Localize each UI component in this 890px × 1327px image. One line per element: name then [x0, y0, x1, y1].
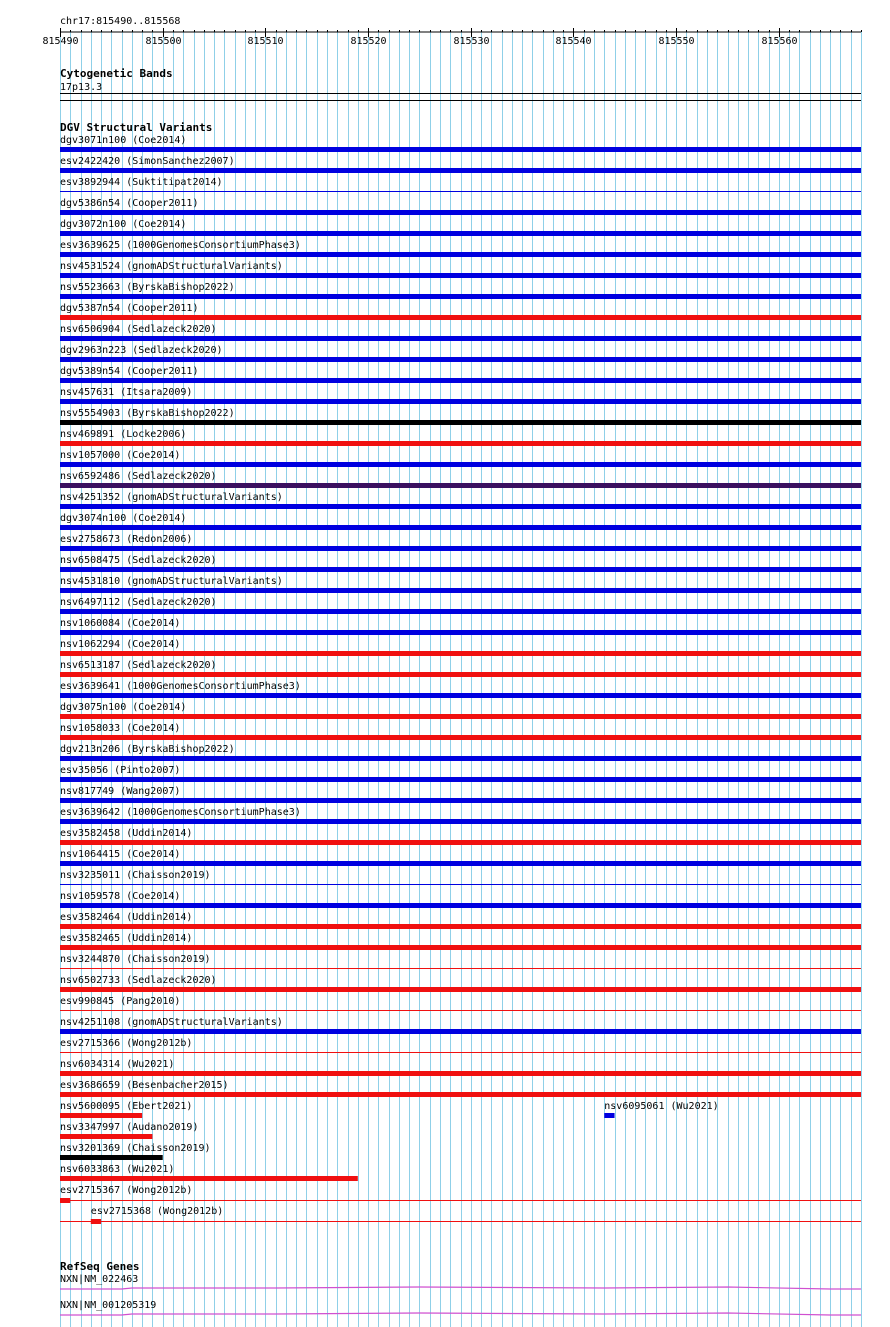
dgv-variant-row[interactable]	[60, 240, 861, 257]
refseq-gene-row[interactable]	[60, 1300, 861, 1315]
dgv-variant-row[interactable]	[60, 933, 861, 950]
variant-line	[60, 1221, 861, 1222]
dgv-variant-row[interactable]	[60, 597, 861, 614]
variant-label: esv3686659 (Besenbacher2015)	[60, 1080, 229, 1091]
gene-intron-line[interactable]	[60, 1287, 861, 1289]
variant-bar[interactable]	[60, 1029, 861, 1034]
dgv-variant-row[interactable]	[60, 1185, 861, 1203]
cytoband-track-title: Cytogenetic Bands	[60, 67, 173, 80]
dgv-variant-row[interactable]	[60, 1080, 861, 1097]
dgv-variant-row[interactable]	[60, 1059, 861, 1076]
variant-label: nsv1060084 (Coe2014)	[60, 618, 181, 629]
dgv-variant-row[interactable]	[60, 954, 861, 969]
variant-line[interactable]	[60, 1010, 861, 1011]
variant-label: esv3639642 (1000GenomesConsortiumPhase3)	[60, 807, 301, 818]
variant-label: dgv2963n223 (Sedlazeck2020)	[60, 345, 223, 356]
variant-bar[interactable]	[60, 168, 861, 173]
dgv-variant-row[interactable]	[60, 1038, 861, 1053]
variant-bar[interactable]	[60, 210, 861, 215]
variant-bar[interactable]	[60, 588, 861, 593]
variant-line[interactable]	[60, 968, 861, 969]
variant-bar[interactable]	[91, 1219, 101, 1224]
variant-bar[interactable]	[60, 924, 861, 929]
variant-label: nsv457631 (Itsara2009)	[60, 387, 193, 398]
variant-bar[interactable]	[60, 315, 861, 320]
dgv-variant-row[interactable]	[60, 303, 861, 320]
gene-label: NXN|NM_001205319	[60, 1300, 157, 1311]
variant-label: esv3582464 (Uddin2014)	[60, 912, 193, 923]
variant-label: nsv5600095 (Ebert2021)	[60, 1101, 193, 1112]
dgv-variant-row[interactable]	[60, 786, 861, 803]
variant-bar[interactable]	[60, 1176, 358, 1181]
variant-label: esv2758673 (Redon2006)	[60, 534, 193, 545]
refseq-track-title: RefSeq Genes	[60, 1260, 140, 1273]
variant-bar[interactable]	[60, 756, 861, 761]
variant-bar[interactable]	[60, 1155, 163, 1160]
variant-line	[60, 1200, 861, 1201]
variant-bar[interactable]	[60, 420, 861, 425]
dgv-variant-row[interactable]	[60, 1206, 861, 1224]
variant-bar[interactable]	[60, 147, 861, 152]
variant-label: nsv4251108 (gnomADStructuralVariants)	[60, 1017, 283, 1028]
variant-label: dgv3075n100 (Coe2014)	[60, 702, 187, 713]
dgv-variant-row[interactable]	[60, 702, 861, 719]
dgv-variant-row[interactable]	[60, 282, 861, 299]
variant-label: dgv5387n54 (Cooper2011)	[60, 303, 199, 314]
variant-bar[interactable]	[60, 1113, 142, 1118]
variant-label: nsv1064415 (Coe2014)	[60, 849, 181, 860]
variant-bar[interactable]	[60, 504, 861, 509]
variant-label: nsv5554903 (ByrskaBishop2022)	[60, 408, 235, 419]
variant-bar[interactable]	[60, 1198, 70, 1203]
variant-bar[interactable]	[60, 525, 861, 530]
gene-label: NXN|NM_022463	[60, 1274, 139, 1285]
dgv-variant-row[interactable]	[60, 639, 861, 656]
dgv-variant-row[interactable]	[60, 807, 861, 824]
dgv-variant-row[interactable]	[60, 576, 861, 593]
variant-label: esv2422420 (SimonSanchez2007)	[60, 156, 235, 167]
variant-bar[interactable]	[60, 1134, 152, 1139]
variant-label: esv2715366 (Wong2012b)	[60, 1038, 193, 1049]
dgv-variant-row[interactable]	[60, 828, 861, 845]
dgv-variant-row[interactable]	[60, 681, 861, 698]
dgv-variant-row[interactable]	[60, 723, 861, 740]
variant-bar[interactable]	[60, 441, 861, 446]
variant-label: dgv3074n100 (Coe2014)	[60, 513, 187, 524]
variant-bar[interactable]	[60, 378, 861, 383]
variant-bar[interactable]	[60, 945, 861, 950]
ruler-tick-label: 815500	[145, 36, 182, 47]
variant-label: nsv3347997 (Audano2019)	[60, 1122, 199, 1133]
dgv-variant-row[interactable]	[60, 1164, 358, 1181]
dgv-variant-row[interactable]	[60, 1122, 198, 1139]
variant-bar[interactable]	[60, 651, 861, 656]
gene-intron-line[interactable]	[60, 1313, 861, 1315]
variant-bar[interactable]	[60, 798, 861, 803]
cytoband-track[interactable]	[60, 67, 861, 101]
dgv-variant-row[interactable]	[60, 198, 861, 215]
dgv-variant-row[interactable]	[60, 429, 861, 446]
dgv-variant-row[interactable]	[60, 870, 861, 885]
variant-bar[interactable]	[60, 546, 861, 551]
cytoband-label: 17p13.3	[60, 82, 103, 93]
variant-bar[interactable]	[60, 840, 861, 845]
variant-label: nsv4531524 (gnomADStructuralVariants)	[60, 261, 283, 272]
variant-bar[interactable]	[60, 357, 861, 362]
variant-label: nsv6497112 (Sedlazeck2020)	[60, 597, 217, 608]
variant-bar[interactable]	[60, 672, 861, 677]
variant-label: nsv6508475 (Sedlazeck2020)	[60, 555, 217, 566]
variant-line[interactable]	[60, 884, 861, 885]
variant-label: nsv6095061 (Wu2021)	[604, 1101, 719, 1112]
ruler-tick-label: 815560	[761, 36, 798, 47]
variant-label: nsv6506904 (Sedlazeck2020)	[60, 324, 217, 335]
variant-label: esv3639641 (1000GenomesConsortiumPhase3)	[60, 681, 301, 692]
variant-label: nsv1057000 (Coe2014)	[60, 450, 181, 461]
variant-label: dgv3072n100 (Coe2014)	[60, 219, 187, 230]
variant-line[interactable]	[60, 1052, 861, 1053]
variant-bar[interactable]	[60, 714, 861, 719]
variant-label: esv3639625 (1000GenomesConsortiumPhase3)	[60, 240, 301, 251]
variant-bar[interactable]	[60, 777, 861, 782]
dgv-variant-row[interactable]	[60, 450, 861, 467]
variant-label: nsv6033863 (Wu2021)	[60, 1164, 175, 1175]
dgv-variant-row[interactable]	[60, 408, 861, 425]
variant-bar[interactable]	[60, 1092, 861, 1097]
variant-label: nsv1058033 (Coe2014)	[60, 723, 181, 734]
dgv-variant-row[interactable]	[60, 891, 861, 908]
variant-label: nsv469891 (Locke2006)	[60, 429, 187, 440]
variant-bar[interactable]	[60, 399, 861, 404]
variant-bar[interactable]	[60, 630, 861, 635]
dgv-variant-row[interactable]	[60, 513, 861, 530]
dgv-variant-row[interactable]	[60, 366, 861, 383]
variant-label: esv3582465 (Uddin2014)	[60, 933, 193, 944]
variant-label: nsv3235011 (Chaisson2019)	[60, 870, 211, 881]
variant-bar[interactable]	[60, 861, 861, 866]
variant-label: nsv6034314 (Wu2021)	[60, 1059, 175, 1070]
dgv-variant-row[interactable]	[60, 345, 861, 362]
variant-label: esv2715367 (Wong2012b)	[60, 1185, 193, 1196]
variant-bar[interactable]	[60, 462, 861, 467]
ruler-tick-label: 815530	[453, 36, 490, 47]
refseq-gene-rows	[60, 1274, 861, 1315]
dgv-variant-row[interactable]	[60, 744, 861, 761]
dgv-variant-rows	[60, 135, 861, 1224]
variant-label: esv2715368 (Wong2012b)	[90, 1206, 224, 1217]
variant-bar[interactable]	[60, 609, 861, 614]
ruler-tick-label: 815490	[42, 36, 79, 47]
ruler-tick-label: 815520	[350, 36, 387, 47]
variant-bar[interactable]	[60, 252, 861, 257]
dgv-variant-row[interactable]	[60, 765, 861, 782]
variant-label: esv3892944 (Suktitipat2014)	[60, 177, 223, 188]
variant-bar[interactable]	[60, 231, 861, 236]
variant-bar[interactable]	[60, 1071, 861, 1076]
variant-label: dgv3071n100 (Coe2014)	[60, 135, 187, 146]
refseq-gene-row[interactable]	[60, 1274, 861, 1289]
dgv-variant-row[interactable]	[60, 912, 861, 929]
variant-label: nsv5523663 (ByrskaBishop2022)	[60, 282, 235, 293]
variant-label: nsv4251352 (gnomADStructuralVariants)	[60, 492, 283, 503]
variant-label: nsv4531810 (gnomADStructuralVariants)	[60, 576, 283, 587]
variant-label: nsv3244870 (Chaisson2019)	[60, 954, 211, 965]
dgv-variant-row[interactable]	[60, 219, 861, 236]
variant-label: nsv1062294 (Coe2014)	[60, 639, 181, 650]
variant-bar[interactable]	[60, 693, 861, 698]
dgv-variant-row[interactable]	[60, 324, 861, 341]
variant-bar[interactable]	[60, 987, 861, 992]
variant-label: nsv6513187 (Sedlazeck2020)	[60, 660, 217, 671]
ruler-tick-label: 815540	[555, 36, 592, 47]
variant-label: dgv5386n54 (Cooper2011)	[60, 198, 199, 209]
dgv-variant-row[interactable]	[60, 618, 861, 635]
variant-label: esv990845 (Pang2010)	[60, 996, 181, 1007]
variant-label: nsv3201369 (Chaisson2019)	[60, 1143, 211, 1154]
variant-bar[interactable]	[60, 819, 861, 824]
ruler-tick-label: 815510	[247, 36, 284, 47]
dgv-track	[60, 121, 861, 1224]
variant-label: esv3582458 (Uddin2014)	[60, 828, 193, 839]
variant-bar[interactable]	[60, 273, 861, 278]
dgv-variant-row[interactable]	[60, 996, 861, 1011]
variant-bar[interactable]	[60, 735, 861, 740]
dgv-variant-row[interactable]	[60, 135, 861, 152]
variant-label: dgv213n206 (ByrskaBishop2022)	[60, 744, 235, 755]
dgv-variant-row[interactable]	[60, 387, 861, 404]
variant-label: nsv1059578 (Coe2014)	[60, 891, 181, 902]
variant-bar[interactable]	[60, 336, 861, 341]
variant-bar[interactable]	[60, 483, 861, 488]
dgv-variant-row[interactable]	[60, 492, 861, 509]
dgv-variant-row[interactable]	[60, 849, 861, 866]
dgv-variant-row[interactable]	[60, 1017, 861, 1034]
variant-label: nsv6502733 (Sedlazeck2020)	[60, 975, 217, 986]
dgv-variant-row[interactable]	[60, 471, 861, 488]
dgv-track-title: DGV Structural Variants	[60, 121, 213, 134]
variant-label: nsv6592486 (Sedlazeck2020)	[60, 471, 217, 482]
location-label: chr17:815490..815568	[60, 16, 181, 27]
variant-label: dgv5389n54 (Cooper2011)	[60, 366, 199, 377]
variant-bar[interactable]	[604, 1113, 614, 1118]
variant-bar[interactable]	[60, 903, 861, 908]
dgv-variant-row[interactable]	[60, 555, 861, 572]
dgv-variant-row[interactable]	[60, 261, 861, 278]
dgv-variant-row[interactable]	[60, 177, 861, 192]
variant-bar[interactable]	[60, 567, 861, 572]
variant-label: esv35056 (Pinto2007)	[60, 765, 181, 776]
dgv-variant-row[interactable]	[60, 534, 861, 551]
dgv-variant-row[interactable]	[60, 1143, 211, 1160]
ruler-tick-label: 815550	[658, 36, 695, 47]
variant-line[interactable]	[60, 191, 861, 192]
dgv-variant-row[interactable]	[60, 660, 861, 677]
variant-bar[interactable]	[60, 294, 861, 299]
dgv-variant-row[interactable]	[60, 975, 861, 992]
variant-label: nsv817749 (Wang2007)	[60, 786, 181, 797]
dgv-variant-row[interactable]	[60, 156, 861, 173]
refseq-track	[60, 1260, 861, 1315]
